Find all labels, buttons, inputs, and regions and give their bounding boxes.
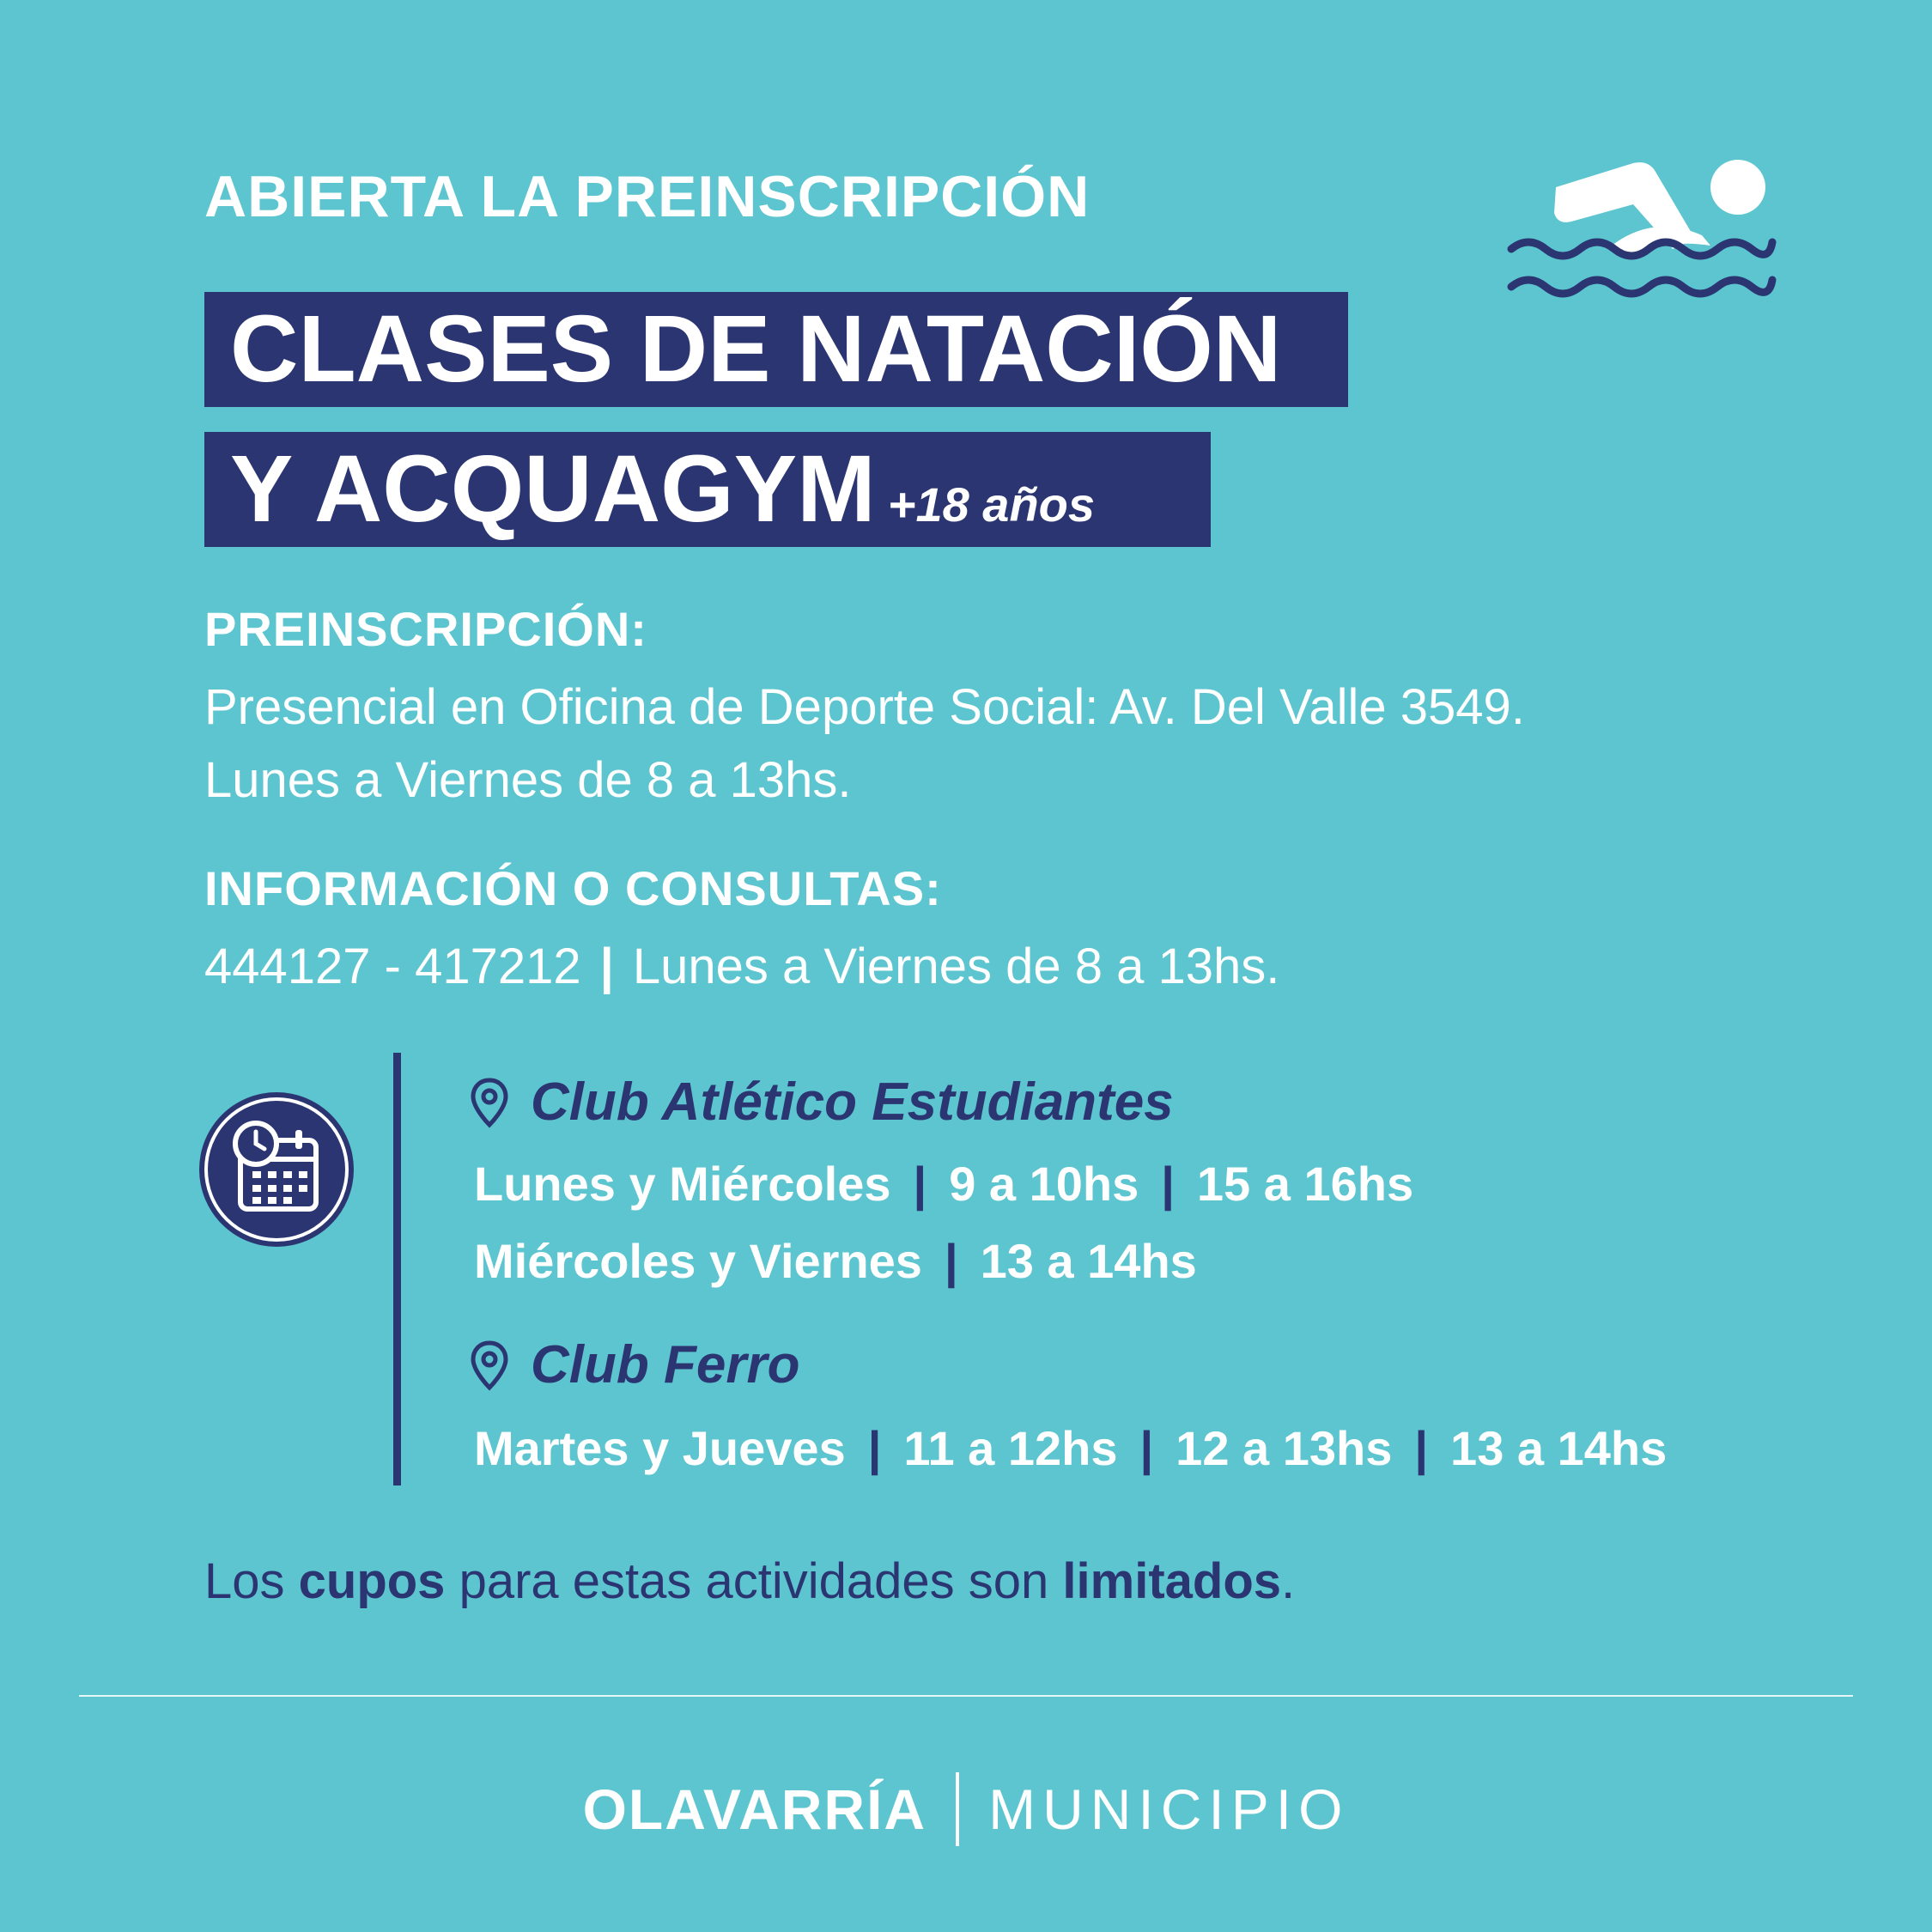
brand-footer	[0, 1772, 1932, 1846]
informacion-label: INFORMACIÓN O CONSULTAS:	[204, 861, 942, 915]
club-estudiantes-heading	[469, 1072, 1174, 1133]
separator: |	[1139, 1421, 1154, 1475]
separator: |	[867, 1421, 882, 1475]
separator: |	[599, 939, 614, 994]
schedule-time: 9 a 10hs	[949, 1157, 1139, 1211]
location-pin-icon	[469, 1077, 510, 1128]
schedule-row	[474, 1233, 1197, 1289]
calendar-badge	[199, 1092, 354, 1247]
preinscripcion-line-1: Presencial en Oficina de Deporte Social: Av. Del Valle 3549.	[204, 679, 1525, 735]
note-text: para estas actividades son	[445, 1553, 1063, 1609]
location-pin-icon	[469, 1340, 510, 1391]
brand-separator	[956, 1772, 959, 1846]
schedule-time: 13 a 14hs	[1450, 1421, 1668, 1475]
club-name: Club Atlético Estudiantes	[531, 1072, 1174, 1132]
note-emphasis: cupos	[298, 1553, 446, 1609]
club-ferro-heading	[469, 1334, 799, 1395]
separator: |	[944, 1234, 958, 1288]
schedule-days: Miércoles y Viernes	[474, 1234, 922, 1288]
schedule-days: Martes y Jueves	[474, 1421, 846, 1475]
schedule-time: 11 a 12hs	[903, 1421, 1118, 1475]
title-line-1	[204, 292, 1348, 407]
footer-divider	[79, 1695, 1853, 1697]
note-text: .	[1281, 1553, 1296, 1609]
title-line-2	[204, 432, 1211, 547]
limited-spots-note	[204, 1552, 1295, 1610]
phone-numbers: 444127 - 417212	[204, 939, 581, 994]
schedule-time: 15 a 16hs	[1196, 1157, 1414, 1211]
swimmer-icon	[1504, 153, 1779, 307]
schedule-row	[474, 1420, 1667, 1476]
title-line-1-text: CLASES DE NATACIÓN	[230, 296, 1282, 402]
schedule-time: 12 a 13hs	[1176, 1421, 1393, 1475]
age-tag: +18 años	[887, 477, 1096, 532]
informacion-hours: Lunes a Viernes de 8 a 13hs.	[632, 939, 1280, 994]
calendar-clock-icon	[199, 1092, 354, 1247]
schedule-days: Lunes y Miércoles	[474, 1157, 891, 1211]
kicker-text: ABIERTA LA PREINSCRIPCIÓN	[204, 164, 1091, 229]
preinscripcion-line-2: Lunes a Viernes de 8 a 13hs.	[204, 752, 852, 808]
note-emphasis: limitados	[1062, 1553, 1282, 1609]
title-line-2-text: Y ACQUAGYM	[230, 436, 876, 542]
schedule-time: 13 a 14hs	[980, 1234, 1197, 1288]
separator: |	[1161, 1157, 1175, 1211]
preinscripcion-label: PREINSCRIPCIÓN:	[204, 602, 647, 656]
brand-name: OLAVARRÍA	[582, 1777, 927, 1841]
schedule-divider	[393, 1053, 401, 1485]
separator: |	[913, 1157, 927, 1211]
note-text: Los	[204, 1553, 299, 1609]
separator: |	[1414, 1421, 1429, 1475]
club-name: Club Ferro	[531, 1335, 800, 1394]
informacion-line	[204, 938, 1279, 995]
schedule-row	[474, 1156, 1413, 1212]
brand-subtitle: MUNICIPIO	[988, 1777, 1350, 1841]
